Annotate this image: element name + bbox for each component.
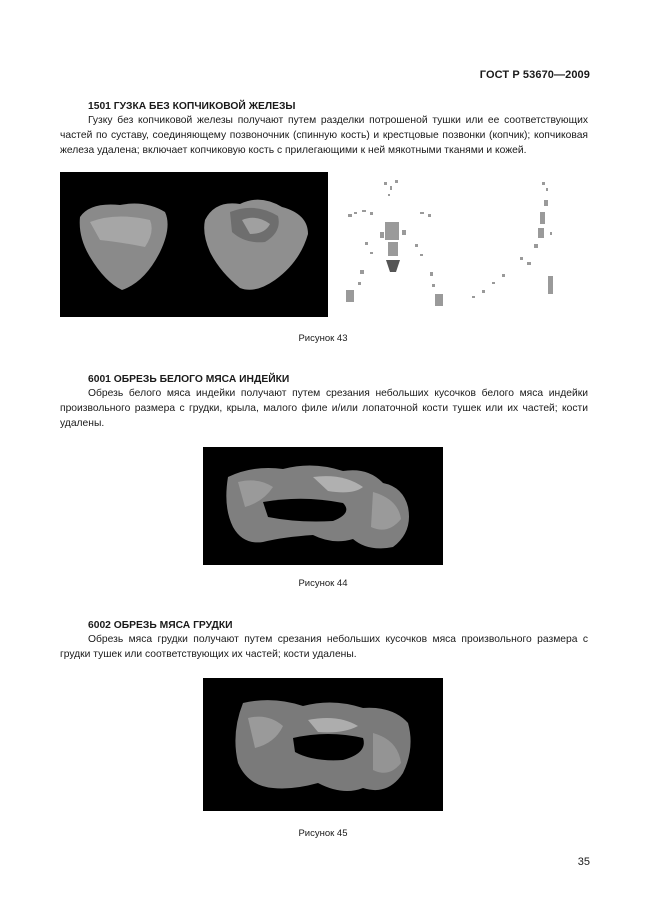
figure-43-photo-meat xyxy=(60,172,328,317)
section-text-6001: Обрезь белого мяса индейки получают путем срезания небольших кусочков белого мяса индейки произвольного размера с грудки, крыла, малого филе и/или лопаточной кости тушек или их частей; кости удалены. xyxy=(60,388,588,429)
section-text-1501: Гузку без копчиковой железы получают путем разделки потрошеной тушки или ее соответствующих частей по суставу, соединяющему позвоночник (спинную кость) и крестцовые позвонки (копчик); копчиковая железа удалена; включает копчиковую кость с прилегающими к ней мякотными тканями и кожей. xyxy=(60,115,588,156)
figure-43-xray-frontal xyxy=(340,172,450,317)
section-heading-6001: 6001 ОБРЕЗЬ БЕЛОГО МЯСА ИНДЕЙКИ xyxy=(88,374,290,385)
section-heading-6002: 6002 ОБРЕЗЬ МЯСА ГРУДКИ xyxy=(88,620,233,631)
figure-43-xray-lateral xyxy=(462,172,572,317)
figure-45-caption: Рисунок 45 xyxy=(298,828,348,839)
section-heading-1501: 1501 ГУЗКА БЕЗ КОПЧИКОВОЙ ЖЕЛЕЗЫ xyxy=(88,101,296,112)
page-number: 35 xyxy=(577,856,590,868)
figure-43-caption: Рисунок 43 xyxy=(298,333,348,344)
document-code: ГОСТ Р 53670—2009 xyxy=(479,69,590,81)
section-text-6002: Обрезь мяса грудки получают путем срезания небольших кусочков мяса произвольного размера с грудки тушек или соответствующих их частей; кости удалены. xyxy=(60,634,588,660)
figure-44-photo-meat xyxy=(203,447,443,565)
figure-45-photo-meat xyxy=(203,678,443,811)
figure-44-caption: Рисунок 44 xyxy=(298,578,348,589)
